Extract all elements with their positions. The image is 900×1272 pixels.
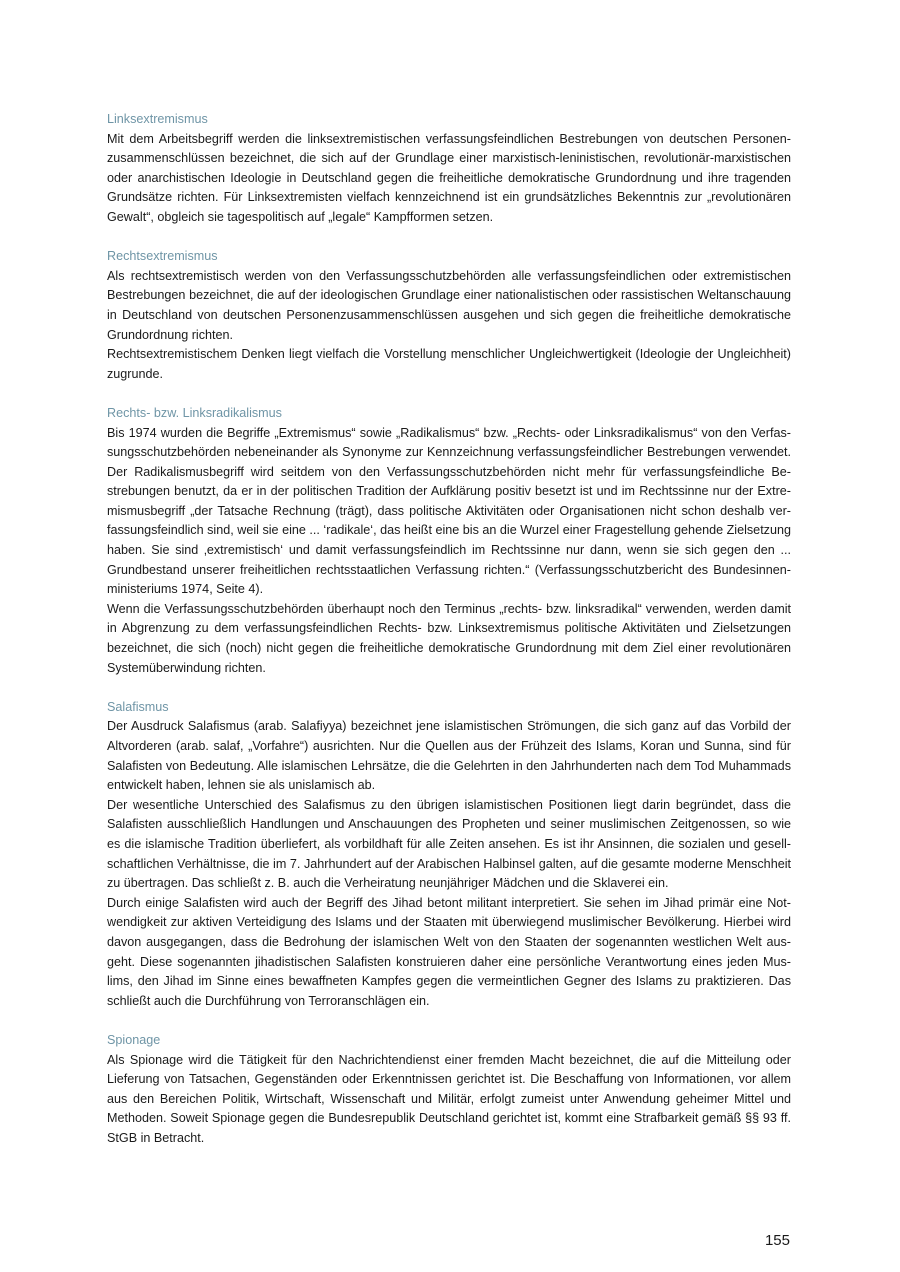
section-paragraph: Als Spionage wird die Tätigkeit für den Nachrichtendienst einer fremden Macht bezeichnet, die auf die Mitteilung oder Lieferung von Tatsachen, Gegenständen oder Erkenntnissen gerichtet ist. Die Beschaffung von Informationen, vor allem aus den Bereichen Politik, Wirtschaft, Wissenschaft und Militär, erfolgt zumeist unter Anwendung geheimer Mittel und Methoden. Soweit Spionage gegen die Bundesrepublik Deutschland gerichtet ist, kommt eine Strafbarkeit gemäß §§ 93 ff. StGB in Betracht. — [107, 1052, 791, 1145]
section-radikalismus — [107, 404, 791, 678]
section-salafismus — [107, 698, 791, 1012]
section-paragraph: Wenn die Verfassungsschutzbehörden überhaupt noch den Terminus „rechts- bzw. linksradikal“ verwenden, werden damit in Abgrenzung zu dem verfassungsfeindlichen Rechts- bzw. Linksextremismus politische Aktivitäten und Zielsetzungen bezeichnet, die sich (noch) nicht gegen die freiheitliche demokratische Grundordnung mit dem Ziel einer revolutionären Systemüberwindung richten. — [107, 601, 791, 675]
section-heading: Salafismus — [107, 699, 169, 714]
section-paragraph: Der wesentliche Unterschied des Salafismus zu den übrigen islamistischen Positionen liegt darin begründet, dass die Salafisten ausschließlich Handlungen und Anschauungen des Propheten und seiner muslimischen Zeitgenossen, so wie es die islamische Tradition überliefert, als vorbildhaft für alle Zeiten ansehen. Es ist ihr Ansinnen, die sozialen und gesellschaftlichen Verhältnisse, die im 7. Jahrhundert auf der Arabischen Halbinsel galten, auf die gesamte moderne Menschheit zu übertragen. Das schließt z. B. auch die Verheiratung neunjähriger Mädchen und die Sklaverei ein. — [107, 797, 791, 891]
document-body — [107, 110, 791, 1168]
section-heading: Spionage — [107, 1032, 161, 1047]
section-rechtsextremismus — [107, 247, 791, 384]
section-heading: Rechtsextremismus — [107, 249, 218, 264]
section-paragraph: Der Ausdruck Salafismus (arab. Salafiyya) bezeichnet jene islamistischen Strömungen, die sich ganz auf das Vorbild der Altvorderen (arab. salaf, „Vorfahre“) ausrichten. Nur die Quellen aus der Frühzeit des Islams, Koran und Sunna, sind für Salafisten von Bedeutung. Alle islamischen Lehrsätze, die die Gelehrten in den Jahrhunderten nach dem Tod Muhammads entwickelt haben, lehnen sie als unislamisch ab. — [107, 719, 791, 793]
page-number: 155 — [764, 1232, 790, 1249]
section-heading: Linksextremismus — [107, 112, 208, 126]
section-spionage — [107, 1031, 791, 1149]
section-paragraph: Durch einige Salafisten wird auch der Begriff des Jihad betont militant interpretiert. Sie sehen im Jihad primär eine Notwendigkeit zur aktiven Verteidigung des Islams und der Staaten mit überwiegend muslimischer Bevölkerung. Hierbei wird davon ausgegangen, dass die Bedrohung der islamischen Welt von den Staaten der sogenannten westlichen Welt ausgeht. Diese sogenannten jihadistischen Salafisten konstruieren daher eine persönliche Verantwortung eines jeden Muslims, den Jihad im Sinne eines bewaffneten Kampfes gegen die vermeintlichen Gegner des Islams zu praktizieren. Das schließt auch die Durchführung von Terroranschlägen ein. — [107, 895, 791, 1008]
section-paragraph: Rechtsextremistischem Denken liegt vielfach die Vorstellung menschlicher Ungleichwertigkeit (Ideologie der Ungleichheit) zugrunde. — [107, 347, 791, 381]
section-paragraph: Als rechtsextremistisch werden von den Verfassungsschutzbehörden alle verfassungsfeindlichen oder extremistischen Bestrebungen bezeichnet, die auf der ideologischen Grundlage einer nationalistischen oder rassistischen Weltanschauung in Deutschland von deutschen Personenzusammenschlüssen ausgehen und sich gegen die freiheitliche demokratische Grundordnung richten. — [107, 268, 791, 342]
section-linksextremismus — [107, 110, 791, 228]
section-heading: Rechts- bzw. Linksradikalismus — [107, 405, 282, 420]
section-paragraph: Mit dem Arbeitsbegriff werden die linksextremistischen verfassungsfeindlichen Bestrebungen von deutschen Personenzusammenschlüssen bezeichnet, die sich auf der Grundlage einer marxistisch-leninistischen, revolutionär-marxistischen oder anarchistischen Ideologie in Deutschland gegen die freiheitliche demokratische Grundordnung und ihre tragenden Grundsätze richten. Für Linksextremisten vielfach kennzeichnend ist ein grundsätzliches Bekenntnis zur „revolutionären Gewalt“, obgleich sie tagespolitisch auf „legale“ Kampfformen setzen. — [107, 131, 791, 224]
section-paragraph: Bis 1974 wurden die Begriffe „Extremismus“ sowie „Radikalismus“ bzw. „Rechts- oder Linksradikalismus“ von den Verfassungsschutzbehörden nebeneinander als Synonyme zur Kennzeichnung verfassungsfeindlicher Bestrebungen verwendet. Der Radikalismusbegriff wird seitdem von den Verfassungsschutzbehörden nicht mehr für verfassungsfeindliche Bestrebungen benutzt, da er in der politischen Tradition der Aufklärung positiv besetzt ist und im Rechtssinne nur der Extremismusbegriff „der Tatsache Rechnung (trägt), dass politische Aktivitäten oder Organisationen nicht schon deshalb verfassungsfeindlich sind, weil sie eine ... ‘radikale‘, das heißt eine bis an die Wurzel einer Fragestellung gehende Zielsetzung haben. Sie sind ‚extremistisch‘ und damit verfassungsfeindlich im Rechtssinne nur dann, wenn sie sich gegen den ... Grundbestand unserer freiheitlichen rechtsstaatlichen Verfassung richten.“ (Verfassungsschutzbericht des Bundesinnenministeriums 1974, Seite 4). — [107, 425, 791, 597]
